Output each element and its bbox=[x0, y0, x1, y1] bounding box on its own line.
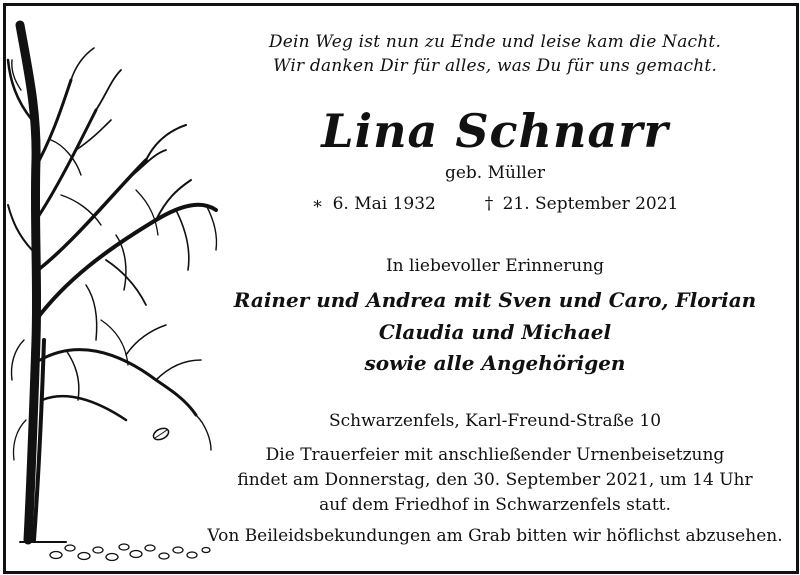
mourners-line-2: Claudia und Michael bbox=[378, 320, 612, 344]
funeral-line-3: auf dem Friedhof in Schwarzenfels statt. bbox=[319, 495, 671, 515]
life-dates bbox=[200, 194, 790, 214]
death-symbol: † bbox=[484, 194, 494, 214]
verse-line-1: Dein Weg ist nun zu Ende und leise kam die Nacht. bbox=[268, 32, 722, 52]
bare-tree-illustration bbox=[6, 20, 226, 565]
remembrance-line: In liebevoller Erinnerung bbox=[385, 256, 605, 276]
deceased-name: Lina Schnarr bbox=[321, 104, 669, 158]
birth-symbol: ∗ bbox=[311, 194, 324, 214]
mourners-line-1: Rainer und Andrea mit Sven und Caro, Florian bbox=[233, 288, 757, 312]
mourners-line-3: sowie alle Angehörigen bbox=[364, 351, 626, 375]
condolence-note: Von Beileidsbekundungen am Grab bitten wir höflichst abzusehen. bbox=[207, 526, 783, 546]
address-line: Schwarzenfels, Karl-Freund-Straße 10 bbox=[328, 411, 662, 431]
birth-date: 6. Mai 1932 bbox=[332, 194, 436, 214]
verse-line-2: Wir danken Dir für alles, was Du für uns gemacht. bbox=[272, 56, 718, 76]
maiden-name: geb. Müller bbox=[444, 163, 546, 183]
funeral-line-2: findet am Donnerstag, den 30. September 2021, um 14 Uhr bbox=[237, 470, 753, 490]
death-date: 21. September 2021 bbox=[502, 194, 679, 214]
funeral-line-1: Die Trauerfeier mit anschließender Urnenbeisetzung bbox=[265, 445, 725, 465]
